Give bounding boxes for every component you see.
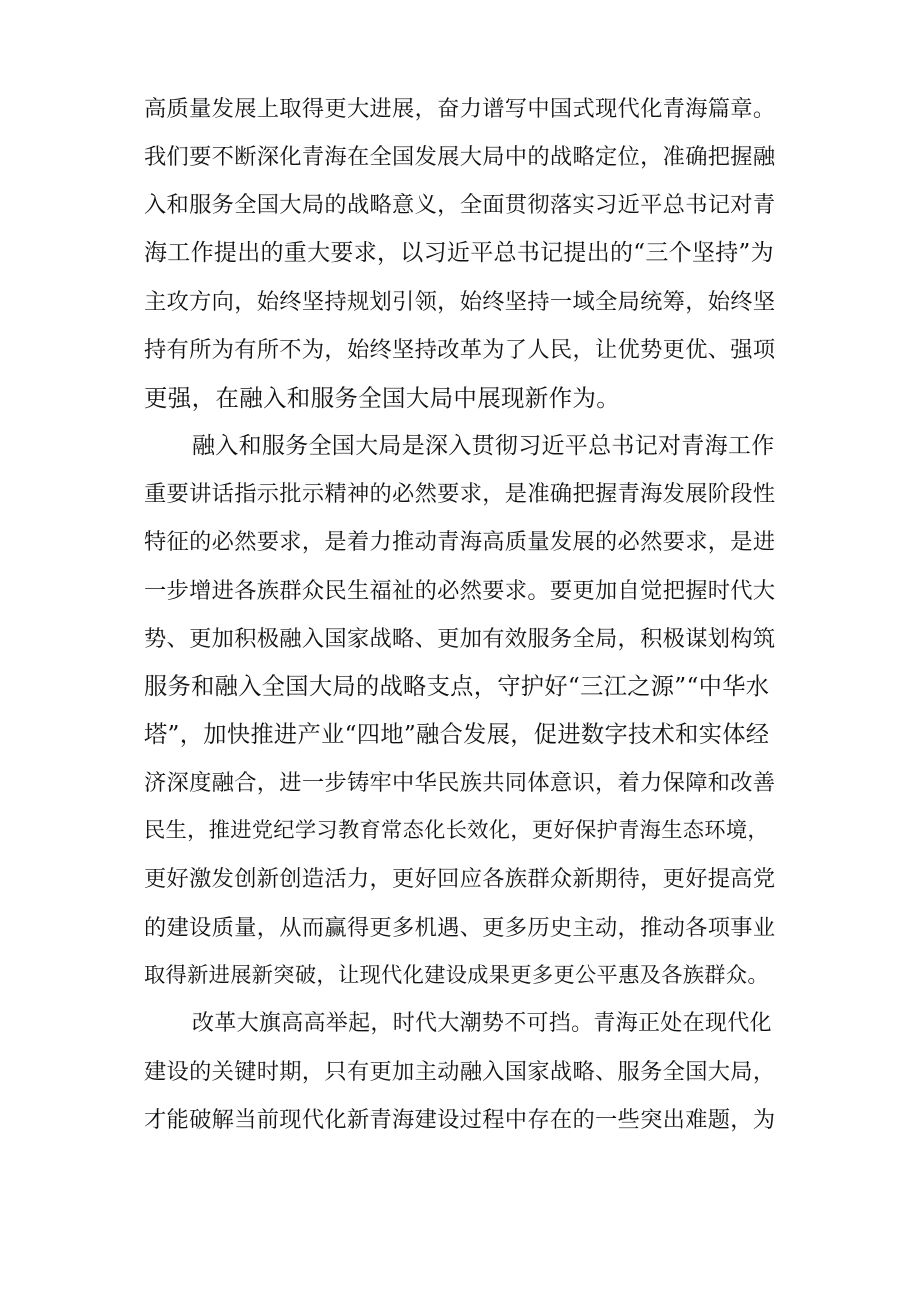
text-line: 才能破解当前现代化新青海建设过程中存在的一些突出难题，为 [144, 1107, 776, 1133]
text-line: 服务和融入全国大局的战略支点，守护好“三江之源”“中华水 [144, 673, 770, 700]
text-line: 更强，在融入和服务全国大局中展现新作为。 [144, 384, 620, 412]
text-line: 高质量发展上取得更大进展，奋力谱写中国式现代化青海篇章。 [144, 96, 776, 122]
text-line: 建设的关键时期，只有更加主动融入国家战略、服务全国大局， [144, 1059, 776, 1085]
text-line: 海工作提出的重大要求，以习近平总书记提出的“三个坚持”为 [144, 240, 774, 266]
text-line: 持有所为有所不为，始终坚持改革为了人民，让优势更优、强项 [144, 337, 776, 363]
text-line: 入和服务全国大局的战略意义，全面贯彻落实习近平总书记对青 [144, 192, 776, 218]
text-line: 济深度融合，进一步铸牢中华民族共同体意识，着力保障和改善 [144, 770, 776, 796]
text-line: 重要讲话指示批示精神的必然要求，是准确把握青海发展阶段性 [144, 481, 776, 507]
text-line: 塔”，加快推进产业“四地”融合发展，促进数字技术和实体经 [144, 721, 770, 748]
paragraph-first-line: 融入和服务全国大局是深入贯彻习近平总书记对青海工作 [192, 433, 775, 459]
text-line: 更好激发创新创造活力，更好回应各族群众新期待，更好提高党 [144, 866, 776, 892]
text-line: 一步增进各族群众民生福祉的必然要求。要更加自觉把握时代大 [144, 578, 776, 604]
text-line: 民生，推进党纪学习教育常态化长效化，更好保护青海生态环境， [144, 818, 769, 843]
text-line: 我们要不断深化青海在全国发展大局中的战略定位，准确把握融 [144, 144, 776, 170]
text-line: 势、更加积极融入国家战略、更加有效服务全局，积极谋划构筑 [144, 626, 776, 652]
text-line: 取得新进展新突破，让现代化建设成果更多更公平惠及各族群众。 [144, 963, 769, 988]
paragraph-first-line: 改革大旗高高举起，时代大潮势不可挡。青海正处在现代化 [192, 1011, 772, 1036]
text-line: 特征的必然要求，是着力推动青海高质量发展的必然要求，是进 [144, 529, 776, 555]
text-line: 的建设质量，从而赢得更多机遇、更多历史主动，推动各项事业 [144, 915, 776, 941]
text-line: 主攻方向，始终坚持规划引领，始终坚持一域全局统筹，始终坚 [144, 289, 776, 315]
